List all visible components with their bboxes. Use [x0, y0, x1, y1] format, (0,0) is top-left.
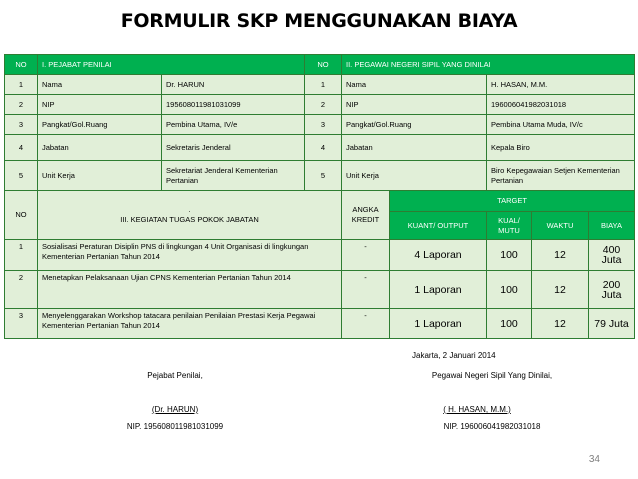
task-kegiatan: Menyelenggarakan Workshop tatacara penilaian Penilaian Prestasi Kerja Pegawai Kementerian Pertanian Tahun 2014	[38, 309, 342, 339]
task-kuant: 1 Laporan	[390, 271, 487, 309]
identity-label: Pangkat/Gol.Ruang	[38, 115, 162, 135]
identity-row	[5, 95, 635, 115]
identity-row	[5, 115, 635, 135]
task-kegiatan: Menetapkan Pelaksanaan Ujian CPNS Kementerian Pertanian Tahun 2014	[38, 271, 342, 309]
identity-value-right: Kepala Biro	[487, 135, 635, 161]
task-row	[5, 271, 635, 309]
right-role: Pegawai Negeri Sipil Yang Dinilai,	[431, 371, 553, 380]
task-header-biaya: BIAYA	[589, 212, 635, 240]
identity-value: Dr. HARUN	[162, 75, 305, 95]
header-no-left: NO	[5, 55, 38, 75]
place-date: Jakarta, 2 Januari 2014	[412, 351, 496, 360]
task-header-kual: KUAL/ MUTU	[487, 212, 532, 240]
identity-no: 4	[5, 135, 38, 161]
task-no: 1	[5, 240, 38, 271]
task-header-waktu: WAKTU	[532, 212, 589, 240]
identity-no-right: 3	[305, 115, 342, 135]
identity-no: 2	[5, 95, 38, 115]
identity-row	[5, 161, 635, 191]
identity-label-right: NIP	[342, 95, 487, 115]
identity-no: 3	[5, 115, 38, 135]
page-number: 34	[588, 454, 600, 465]
identity-value-right: 196006041982031018	[487, 95, 635, 115]
identity-value-right: Pembina Utama Muda, IV/c	[487, 115, 635, 135]
task-biaya: 79 Juta	[589, 309, 635, 339]
task-angka-kredit: -	[342, 240, 390, 271]
identity-value: 195608011981031099	[162, 95, 305, 115]
identity-label-right: Jabatan	[342, 135, 487, 161]
identity-no-right: 1	[305, 75, 342, 95]
identity-value: Sekretariat Jenderal Kementerian Pertanian	[162, 161, 305, 191]
header-pejabat-penilai: I. PEJABAT PENILAI	[38, 55, 305, 75]
identity-label-right: Unit Kerja	[342, 161, 487, 191]
identity-no-right: 5	[305, 161, 342, 191]
header-pegawai-dinilai: II. PEGAWAI NEGERI SIPIL YANG DINILAI	[342, 55, 635, 75]
identity-value: Pembina Utama, IV/e	[162, 115, 305, 135]
task-angka-kredit: -	[342, 271, 390, 309]
identity-label-right: Pangkat/Gol.Ruang	[342, 115, 487, 135]
task-waktu: 12	[532, 309, 589, 339]
task-kual: 100	[487, 271, 532, 309]
task-header-kegiatan	[38, 191, 342, 240]
identity-no: 1	[5, 75, 38, 95]
identity-label: Jabatan	[38, 135, 162, 161]
header-no-right: NO	[305, 55, 342, 75]
identity-value-right: Biro Kepegawaian Setjen Kementerian Pertanian	[487, 161, 635, 191]
task-waktu: 12	[532, 271, 589, 309]
task-header-target: TARGET	[390, 191, 635, 212]
identity-value-right: H. HASAN, M.M.	[487, 75, 635, 95]
identity-header-row	[5, 55, 635, 75]
task-header-no: NO	[5, 191, 38, 240]
identity-label: Unit Kerja	[38, 161, 162, 191]
task-kual: 100	[487, 240, 532, 271]
task-no: 3	[5, 309, 38, 339]
left-nip: NIP. 195608011981031099	[126, 422, 224, 431]
task-header-kuant: KUANT/ OUTPUT	[390, 212, 487, 240]
identity-label: NIP	[38, 95, 162, 115]
task-kuant: 1 Laporan	[390, 309, 487, 339]
task-biaya: 400 Juta	[589, 240, 635, 271]
task-header-row	[5, 191, 635, 212]
identity-label: Nama	[38, 75, 162, 95]
skp-table	[4, 54, 635, 339]
task-kual: 100	[487, 309, 532, 339]
task-row	[5, 240, 635, 271]
right-nip: NIP. 196006041982031018	[443, 422, 541, 431]
task-no: 2	[5, 271, 38, 309]
identity-value: Sekretaris Jenderal	[162, 135, 305, 161]
left-name: (Dr. HARUN)	[151, 405, 199, 414]
identity-no-right: 2	[305, 95, 342, 115]
task-biaya: 200 Juta	[589, 271, 635, 309]
left-role: Pejabat Penilai,	[147, 371, 203, 380]
identity-label-right: Nama	[342, 75, 487, 95]
task-row	[5, 309, 635, 339]
task-header-dot: .	[188, 205, 191, 214]
right-name: ( H. HASAN, M.M.)	[443, 405, 511, 414]
task-header-angka-kredit: ANGKA KREDIT	[342, 191, 390, 240]
task-waktu: 12	[532, 240, 589, 271]
task-header-kegiatan-label: III. KEGIATAN TUGAS POKOK JABATAN	[120, 215, 259, 224]
identity-no: 5	[5, 161, 38, 191]
task-kuant: 4 Laporan	[390, 240, 487, 271]
form-title: FORMULIR SKP MENGGUNAKAN BIAYA	[120, 10, 518, 32]
task-angka-kredit: -	[342, 309, 390, 339]
identity-row	[5, 75, 635, 95]
identity-no-right: 4	[305, 135, 342, 161]
task-kegiatan: Sosialisasi Peraturan Disiplin PNS di lingkungan 4 Unit Organisasi di lingkungan Kementerian Pertanian Tahun 2014	[38, 240, 342, 271]
identity-row	[5, 135, 635, 161]
